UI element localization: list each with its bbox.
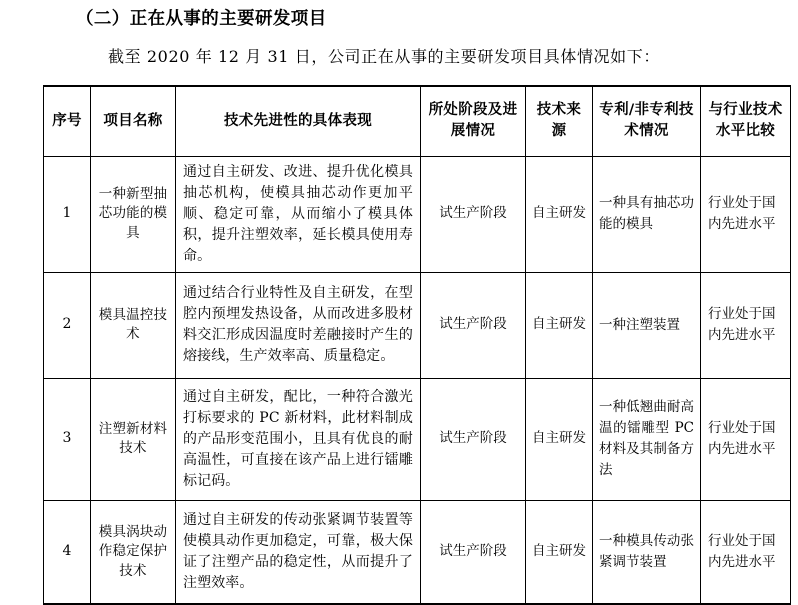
cell-patent: 一种注塑装置	[593, 272, 701, 378]
column-header-stage: 所处阶段及进展情况	[421, 86, 526, 156]
cell-seq: 2	[44, 272, 91, 378]
cell-patent: 一种具有抽芯功能的模具	[593, 156, 701, 272]
table-row	[44, 378, 791, 500]
section-heading: （二）正在从事的主要研发项目	[76, 9, 327, 29]
cell-industry-level: 行业处于国内先进水平	[701, 156, 791, 272]
column-header-project-name: 项目名称	[91, 86, 176, 156]
cell-tech-source: 自主研发	[526, 378, 593, 500]
table-row	[44, 272, 791, 378]
cell-tech-advantage: 通过自主研发的传动张紧调节装置等使模具动作更加稳定，可靠，极大保证了注塑产品的稳定性，从而提升了注塑效率。	[176, 500, 421, 604]
cell-stage: 试生产阶段	[421, 378, 526, 500]
cell-industry-level: 行业处于国内先进水平	[701, 272, 791, 378]
cell-project-name: 注塑新材料技术	[91, 378, 176, 500]
cell-industry-level: 行业处于国内先进水平	[701, 378, 791, 500]
cell-seq: 1	[44, 156, 91, 272]
column-header-seq: 序号	[44, 86, 91, 156]
cell-tech-advantage: 通过结合行业特性及自主研发，在型腔内预埋发热设备，从而改进多股材料交汇形成因温度时差融接时产生的熔接线，生产效率高、质量稳定。	[176, 272, 421, 378]
intro-paragraph: 截至 2020 年 12 月 31 日，公司正在从事的主要研发项目具体情况如下：	[108, 47, 660, 66]
column-header-industry-level: 与行业技术水平比较	[701, 86, 791, 156]
rd-projects-table	[43, 85, 791, 605]
table-body	[44, 156, 791, 604]
cell-seq: 4	[44, 500, 91, 604]
cell-stage: 试生产阶段	[421, 500, 526, 604]
table-row	[44, 500, 791, 604]
cell-tech-source: 自主研发	[526, 500, 593, 604]
cell-patent: 一种低翘曲耐高温的镭雕型 PC 材料及其制备方法	[593, 378, 701, 500]
cell-tech-advantage: 通过自主研发，配比，一种符合激光打标要求的 PC 新材料，此材料制成的产品形变范围小，且具有优良的耐高温性，可直接在该产品上进行镭雕标记码。	[176, 378, 421, 500]
column-header-tech-source: 技术来源	[526, 86, 593, 156]
cell-seq: 3	[44, 378, 91, 500]
column-header-tech-advantage: 技术先进性的具体表现	[176, 86, 421, 156]
table-header-row	[44, 86, 791, 156]
cell-stage: 试生产阶段	[421, 272, 526, 378]
table-row	[44, 156, 791, 272]
cell-project-name: 一种新型抽芯功能的模具	[91, 156, 176, 272]
table-header	[44, 86, 791, 156]
column-header-patent: 专利/非专利技术情况	[593, 86, 701, 156]
cell-patent: 一种模具传动张紧调节装置	[593, 500, 701, 604]
cell-project-name: 模具涡块动作稳定保护技术	[91, 500, 176, 604]
cell-industry-level: 行业处于国内先进水平	[701, 500, 791, 604]
cell-stage: 试生产阶段	[421, 156, 526, 272]
cell-project-name: 模具温控技术	[91, 272, 176, 378]
cell-tech-advantage: 通过自主研发、改进、提升优化模具抽芯机构，使模具抽芯动作更加平顺、稳定可靠，从而缩小了模具体积，提升注塑效率，延长模具使用寿命。	[176, 156, 421, 272]
cell-tech-source: 自主研发	[526, 272, 593, 378]
cell-tech-source: 自主研发	[526, 156, 593, 272]
